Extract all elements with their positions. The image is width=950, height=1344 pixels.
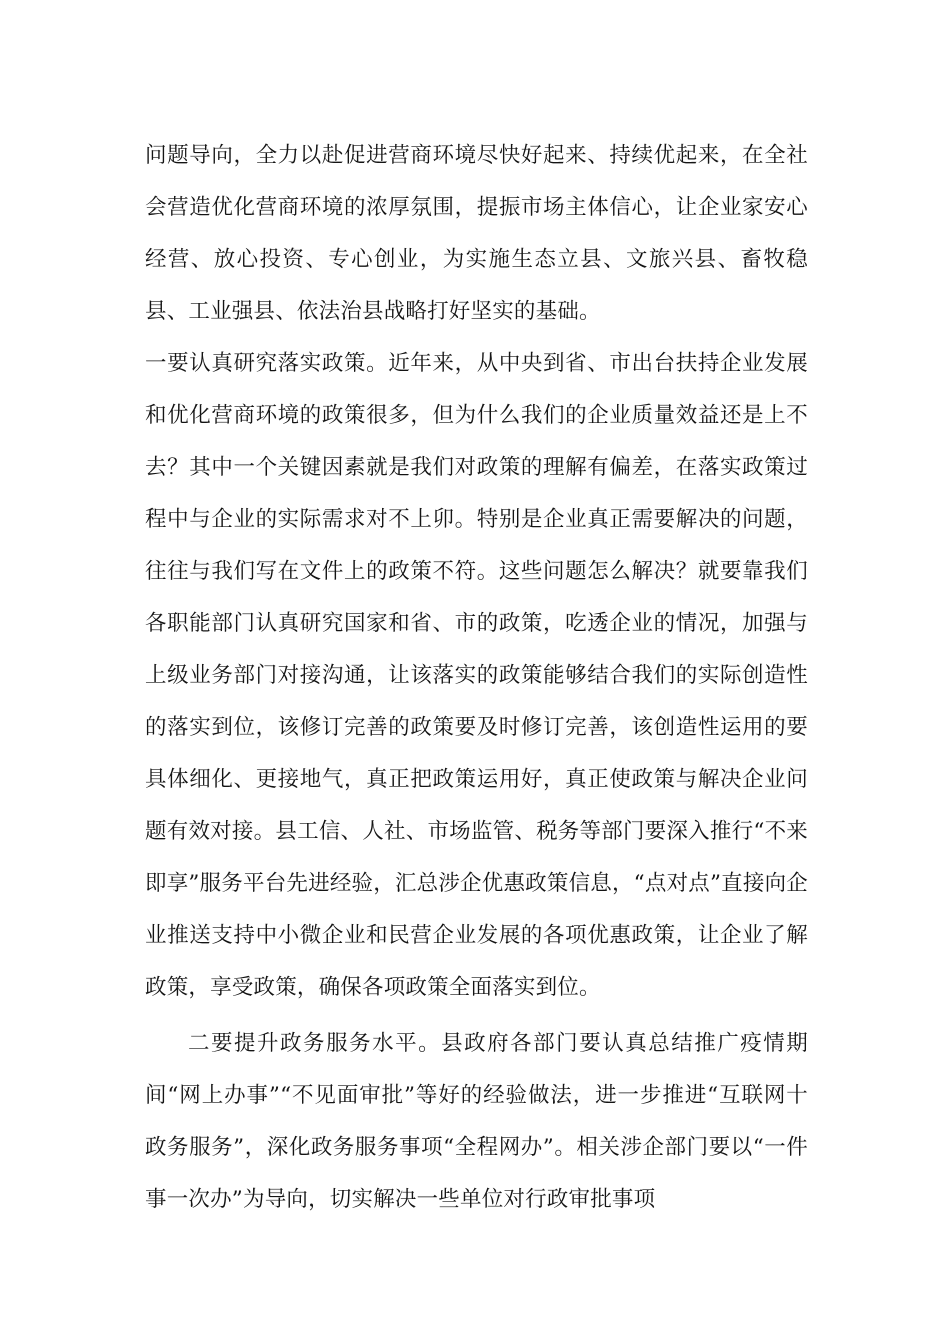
paragraph-government-services: 二要提升政务服务水平。县政府各部门要认真总结推广疫情期间“网上办事”“不见面审批”等好的经验做法，进一步推进“互联网十政务服务”，深化政务服务事项“全程网办”。相关涉企部门要以“一件事一次办”为导向，切实解决一些单位对行政审批事项 (145, 1031, 808, 1212)
paragraph-policy-implementation: 一要认真研究落实政策。近年来，从中央到省、市出台扶持企业发展和优化营商环境的政策很多，但为什么我们的企业质量效益还是上不去？其中一个关键因素就是我们对政策的理解有偏差，在落实政策过程中与企业的实际需求对不上卯。特别是企业真正需要解决的问题，往往与我们写在文件上的政策不符。这些问题怎么解决？就要靠我们各职能部门认真研究国家和省、市的政策，吃透企业的情况，加强与上级业务部门对接沟通，让该落实的政策能够结合我们的实际创造性的落实到位，该修订完善的政策要及时修订完善，该创造性运用的要具体细化、更接地气，真正把政策运用好，真正使政策与解决企业问题有效对接。县工信、人社、市场监管、税务等部门要深入推行“不来即享”服务平台先进经验，汇总涉企优惠政策信息，“点对点”直接向企业推送支持中小微企业和民营企业发展的各项优惠政策，让企业了解政策，享受政策，确保各项政策全面落实到位。 (145, 351, 808, 1000)
document-body (145, 130, 808, 1226)
paragraph-business-environment: 问题导向，全力以赴促进营商环境尽快好起来、持续优起来，在全社会营造优化营商环境的浓厚氛围，提振市场主体信心，让企业家安心经营、放心投资、专心创业，为实施生态立县、文旅兴县、畜牧稳县、工业强县、依法治县战略打好坚实的基础。 (145, 143, 808, 324)
